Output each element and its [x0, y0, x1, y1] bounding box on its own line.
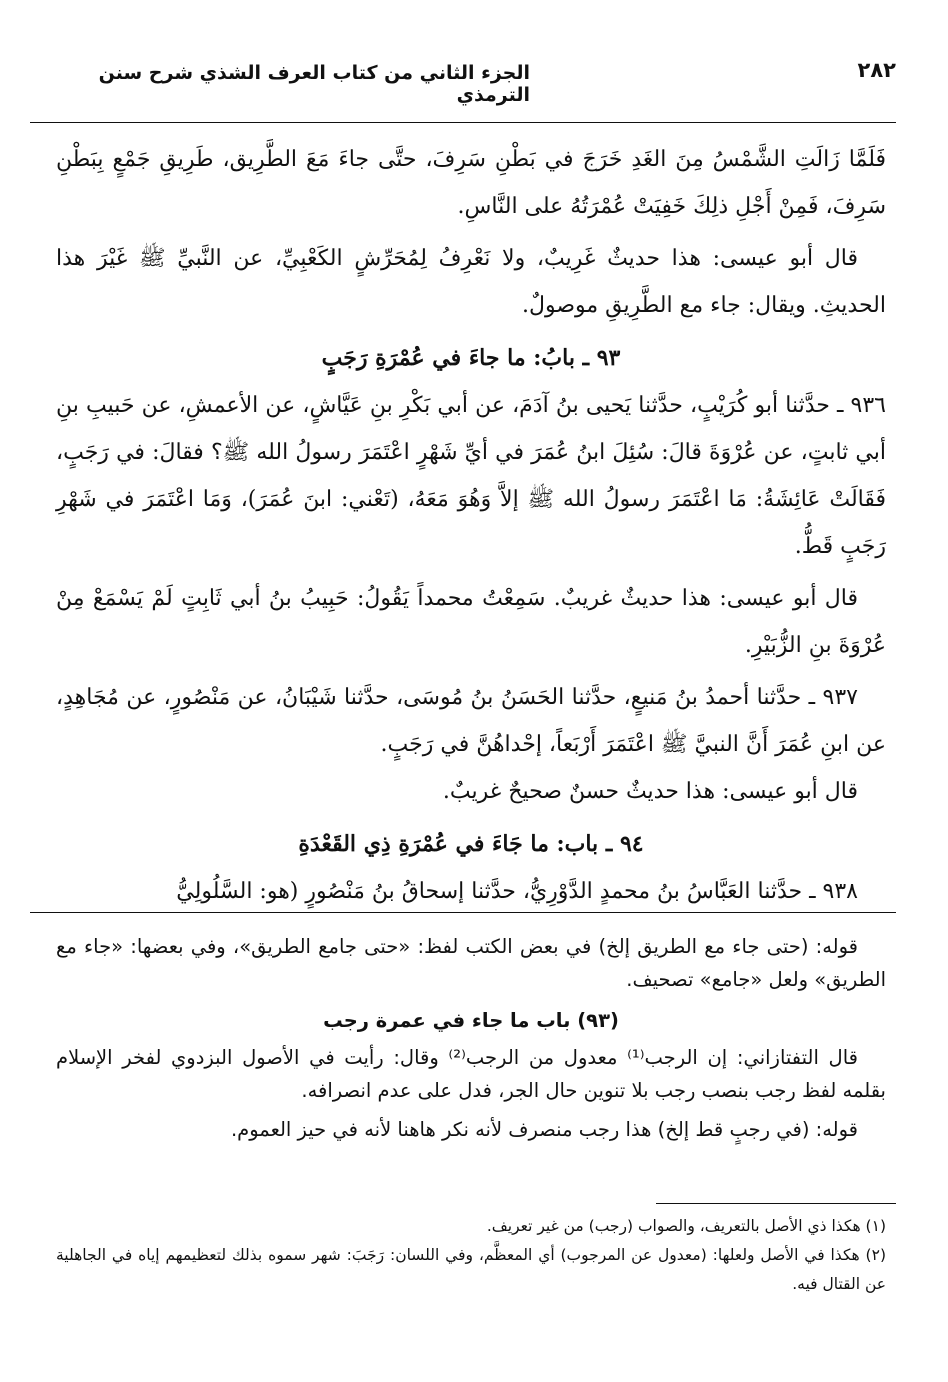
- paragraph-narration: فَلَمَّا زَالَتِ الشَّمْسُ مِنَ الغَدِ خَرَجَ في بَطْنِ سَرِفَ، حتَّى جاءَ مَعَ الطَّرِيق، طَرِيقِ جَمْعٍ بِبَطْنِ سَرِفَ، فَمِنْ أَجْلِ ذلِكَ خَفِيَتْ عُمْرَتُهُ على النَّاسِ.: [56, 147, 886, 219]
- hadith-937: ٩٣٧ ـ حدَّثنا أحمدُ بنُ مَنيعٍ، حدَّثنا الحَسَنُ بنُ مُوسَى، حدَّثنا شَيْبَانُ، عن مَنْصُورٍ، عن مُجَاهِدٍ، عن ابنِ عُمَرَ أَنَّ النبيَّ ﷺ اعْتَمَرَ أَرْبَعاً، إحْداهُنَّ في رَجَبٍ.: [56, 685, 886, 757]
- footnotes: [56, 1212, 886, 1299]
- commentary-heading: (٩٣) باب ما جاء في عمرة رجب: [323, 1009, 619, 1032]
- paragraph-abu-isa-2: قال أبو عيسى: هذا حديثٌ غريبٌ. سَمِعْتُ محمداً يَقُولُ: حَبِيبُ بنُ أبي ثَابِتٍ لَمْ يَسْمَعْ مِنْ عُرْوَةَ بنِ الزُّبَيْرِ.: [56, 586, 886, 658]
- chapter-heading-93: ٩٣ ـ بابُ: ما جاءَ في عُمْرَةِ رَجَبٍ: [321, 345, 621, 371]
- hadith-938: ٩٣٨ ـ حدَّثنا العَبَّاسُ بنُ محمدٍ الدَّوْرِيُّ، حدَّثنا إسحاقُ بنُ مَنْصُورٍ (هو: السَّلُولِيُّ: [176, 879, 858, 904]
- main-text: [56, 136, 886, 915]
- footnote-2: (٢) هكذا في الأصل ولعلها: (معدول عن المرجوب) أي المعظَّم، وفي اللسان: رَجَبَ: شهر سموه بذلك لتعظيمهم إياه في الجاهلية عن القتال فيه.: [56, 1246, 886, 1293]
- footnote-1: (١) هكذا ذي الأصل بالتعريف، والصواب (رجب) من غير تعريف.: [486, 1217, 886, 1235]
- footnote-separator: [656, 1203, 896, 1204]
- chapter-heading-94: ٩٤ ـ باب: ما جَاءَ في عُمْرَةِ ذِي القَعْدَةِ: [298, 831, 644, 857]
- paragraph-abu-isa-1: قال أبو عيسى: هذا حديثٌ غَرِيبٌ، ولا نَعْرِفُ لِمُحَرِّشٍ الكَعْبِيِّ، عن النَّبيِّ ﷺ غَيْرَ هذا الحديثِ. ويقال: جاء مع الطَّرِيقِ موصولٌ.: [56, 246, 886, 318]
- header-rule: [30, 122, 896, 123]
- commentary-paragraph-2: قال التفتازاني: إن الرجب⁽¹⁾ معدول من الرجب⁽²⁾ وقال: رأيت في الأصول البزدوي لفخر الإسلام بقلمه لفظ رجب بنصب رجب بلا تنوين حال الجر، فدل على عدم انصرافه.: [56, 1046, 886, 1102]
- commentary-paragraph-3: قوله: (في رجبٍ قط إلخ) هذا رجب منصرف لأنه نكر هاهنا لأنه في حيز العموم.: [230, 1118, 858, 1141]
- commentary-separator: [30, 912, 896, 913]
- running-header-title: الجزء الثاني من كتاب العرف الشذي شرح سنن الترمذي: [98, 62, 530, 106]
- commentary-paragraph-1: قوله: (حتى جاء مع الطريق إلخ) في بعض الكتب لفظ: «حتى جامع الطريق»، وفي بعضها: «جاء مع الطريق» ولعل «جامع» تصحيف.: [56, 935, 886, 991]
- hadith-936: ٩٣٦ ـ حدَّثنا أبو كُرَيْبٍ، حدَّثنا يَحيى بنُ آدَمَ، عن أبي بَكْرِ بنِ عَيَّاشٍ، عن الأعمشِ، عن حَبيبِ بنِ أبي ثابتٍ، عن عُرْوَةَ قالَ: سُئِلَ ابنُ عُمَرَ في أيِّ شَهْرٍ اعْتَمَرَ رسولُ الله ﷺ؟ فقالَ: في رَجَبٍ، فَقَالَتْ عَائِشَةُ: مَا اعْتَمَرَ رسولُ الله ﷺ إلاَّ وَهُوَ مَعَهُ، (تَعْني: ابنَ عُمَرَ)، وَمَا اعْتَمَرَ في شَهْرِ رَجَبٍ قَطُّ.: [56, 393, 886, 559]
- commentary: [56, 930, 886, 1146]
- paragraph-abu-isa-3: قال أبو عيسى: هذا حديثٌ حسنٌ صحيحٌ غريبٌ.: [442, 779, 858, 804]
- page-number: ٢٨٢: [857, 58, 896, 82]
